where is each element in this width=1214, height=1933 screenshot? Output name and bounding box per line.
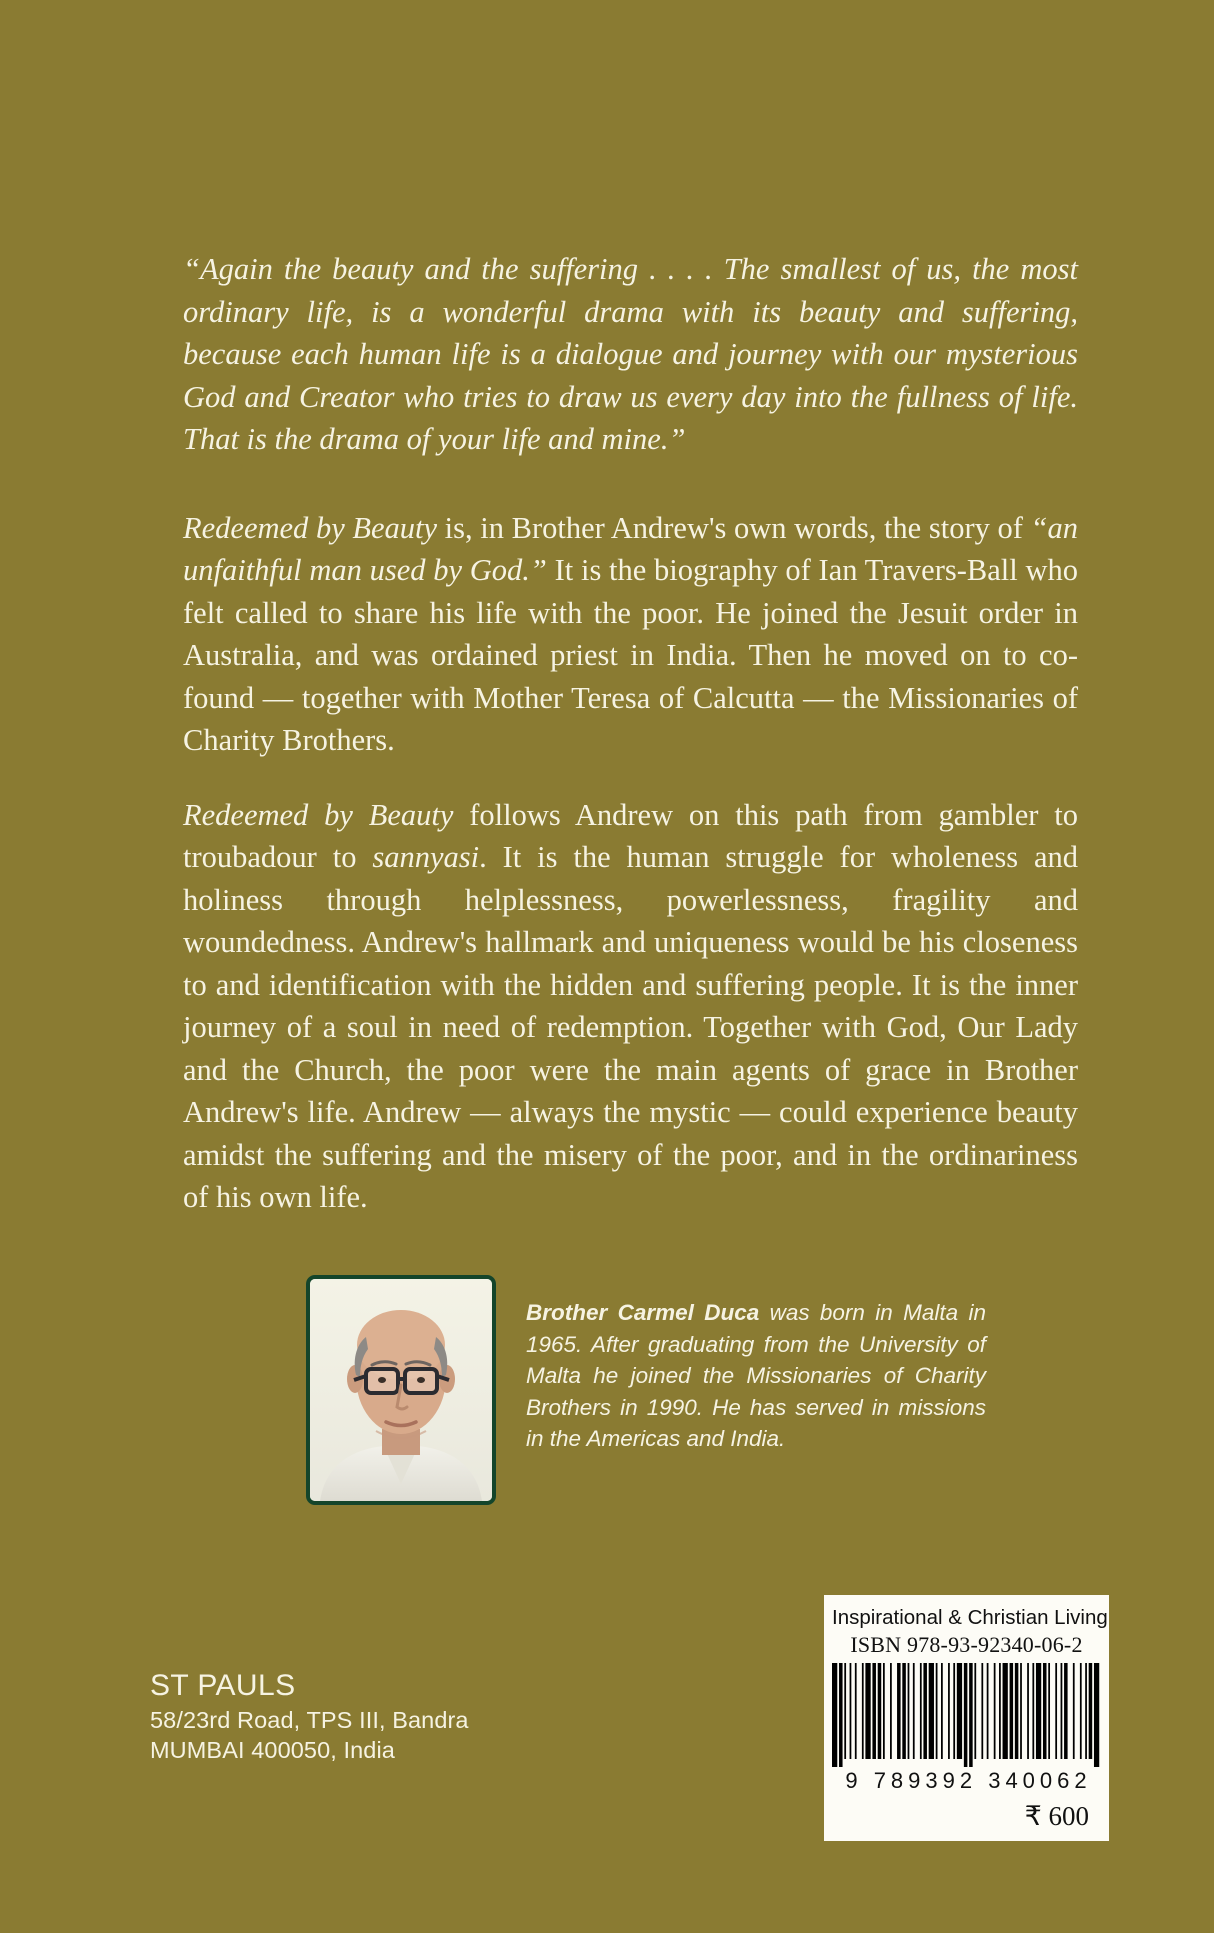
price-label: ₹ 600 (1024, 1801, 1089, 1831)
blurb-section (183, 248, 1078, 1251)
blurb-paragraph-2 (183, 507, 1078, 762)
author-bio-text: was born in Malta in 1965. After graduating from the University of Malta he joined the Missionaries of Charity Brothers in 1990. He has served in missions in the Americas and India. (526, 1300, 986, 1451)
blurb-p3-text-b: . It is the human struggle for wholeness and holiness through helplessness, powerlessness, fragility and woundedness. Andrew's hallmark and uniqueness would be his closeness to and identification with the hidden and suffering people. It is the inner journey of a soul in need of redemption. Together with God, Our Lady and the Church, the poor were the main agents of grace in Brother Andrew's life. Andrew — always the mystic — could experience beauty amidst the suffering and the misery of the poor, and in the ordinariness of his own life. (183, 840, 1078, 1214)
publisher-name: ST PAULS (150, 1669, 296, 1702)
author-bio (526, 1275, 986, 1455)
publisher-imprint (150, 1667, 469, 1765)
author-name: Brother Carmel Duca (526, 1300, 760, 1325)
blurb-p2-quoted: “an unfaithful man used by God.” (183, 510, 1078, 587)
author-photo (306, 1275, 496, 1505)
book-category: Inspirational & Christian Living (832, 1606, 1108, 1629)
isbn-barcode-panel (824, 1595, 1109, 1841)
publisher-address-line-2: MUMBAI 400050, India (150, 1737, 395, 1763)
book-title-mention-1: Redeemed by Beauty (183, 510, 438, 545)
isbn-number: ISBN 978-93-92340-06-2 (850, 1632, 1083, 1657)
blurb-p3-italic-word: sannyasi (372, 840, 480, 874)
book-title-mention-2: Redeemed by Beauty (183, 797, 454, 832)
publisher-address-line-1: 58/23rd Road, TPS III, Bandra (150, 1707, 469, 1733)
barcode-icon (832, 1663, 1101, 1767)
ean-digits: 9 789392 340062 (845, 1768, 1092, 1793)
blurb-p2-text-b: It is the biography of Ian Travers-Ball who felt called to share his life with the poor. He joined the Jesuit order in Australia, and was ordained priest in India. Then he moved on to co-found — together with Mother Teresa of Calcutta — the Missionaries of Charity Brothers. (183, 553, 1078, 757)
blurb-p2-text-a: is, in Brother Andrew's own words, the story of (437, 510, 1031, 545)
author-portrait-graphic (310, 1279, 492, 1501)
blurb-paragraph-3 (183, 794, 1078, 1219)
author-block (306, 1275, 986, 1505)
blurb-p3-text-a: follows Andrew on this path from gambler to troubadour to (183, 797, 1078, 874)
pull-quote: “Again the beauty and the suffering . . . . The smallest of us, the most ordinary life, is a wonderful drama with its beauty and suffering, because each human life is a dialogue and journey with our mysterious God and Creator who tries to draw us every day into the fullness of life. That is the drama of your life and mine.” (183, 252, 1078, 456)
